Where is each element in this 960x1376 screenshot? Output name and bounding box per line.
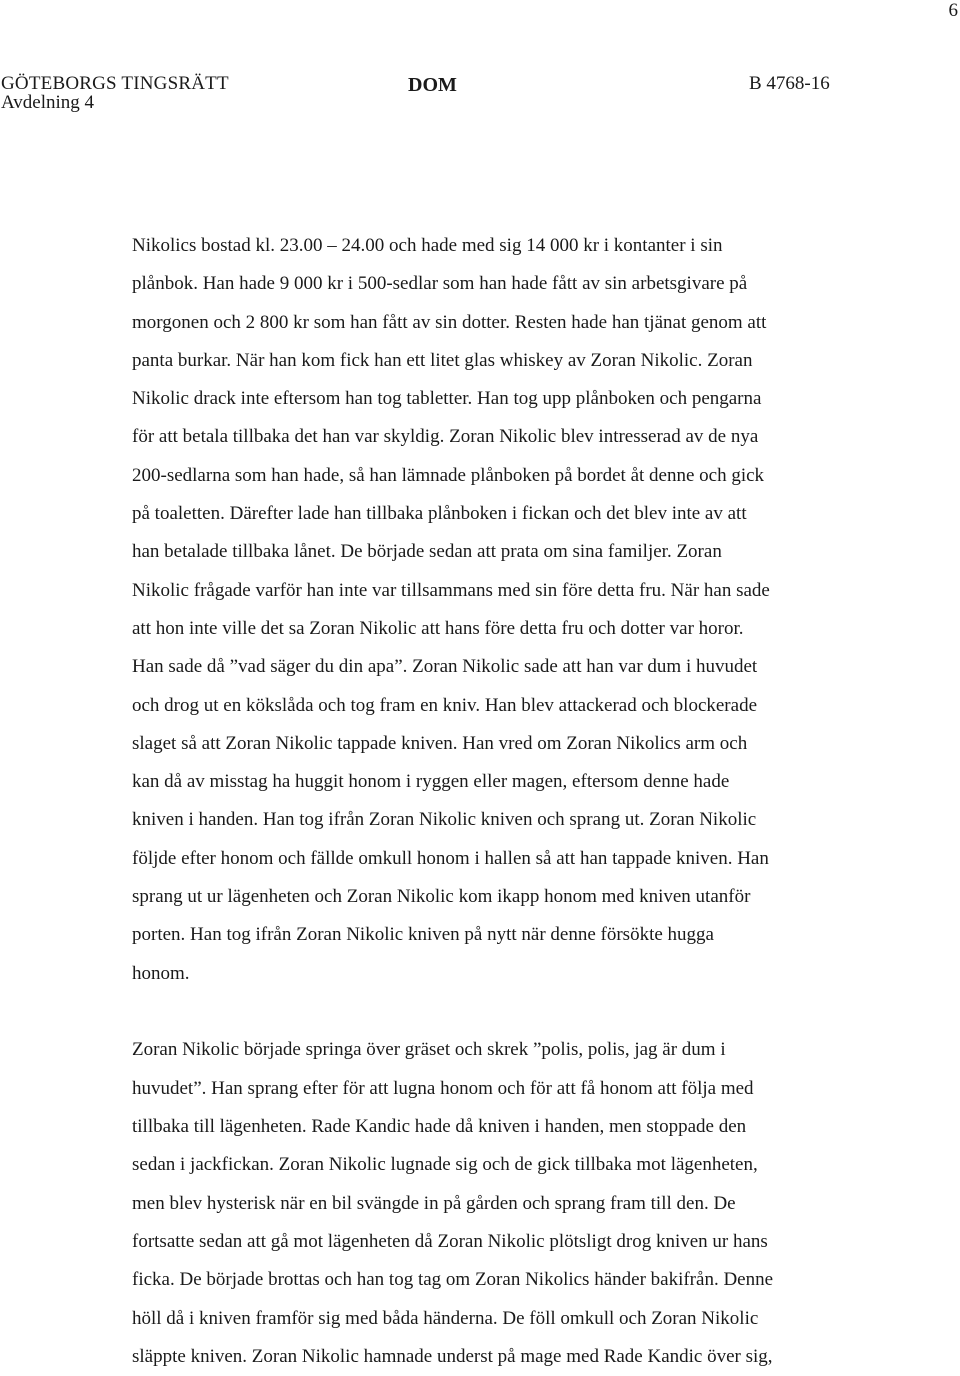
text-line: Nikolics bostad kl. 23.00 – 24.00 och hade med sig 14 000 kr i kontanter i sin <box>132 235 723 256</box>
text-line: fortsatte sedan att gå mot lägenheten då Zoran Nikolic plötsligt drog kniven ur hans <box>132 1230 768 1252</box>
court-division: Avdelning 4 <box>1 92 95 113</box>
text-line: tillbaka till lägenheten. Rade Kandic hade då kniven i handen, men stoppade den <box>132 1116 747 1138</box>
paragraph <box>132 227 882 993</box>
page-number: 6 <box>948 0 958 21</box>
text-line: sprang ut ur lägenheten och Zoran Nikolic kom ikapp honom med kniven utanför <box>132 886 751 908</box>
text-line: Nikolic frågade varför han inte var tillsammans med sin före detta fru. När han sade <box>132 579 770 601</box>
text-line: Nikolic drack inte eftersom han tog tabletter. Han tog upp plånboken och pengarna <box>132 388 762 410</box>
text-line: följde efter honom och fällde omkull honom i hallen så att han tappade kniven. Han <box>132 847 769 869</box>
paragraph <box>132 1031 882 1376</box>
text-line: kniven i handen. Han tog ifrån Zoran Nikolic kniven och sprang ut. Zoran Nikolic <box>132 809 757 831</box>
text-line: honom. <box>132 962 190 984</box>
text-line: höll då i kniven framför sig med båda händerna. De föll omkull och Zoran Nikolic <box>132 1307 759 1329</box>
text-line: för att betala tillbaka det han var skyldig. Zoran Nikolic blev intresserad av de nya <box>132 426 759 448</box>
text-line: porten. Han tog ifrån Zoran Nikolic kniven på nytt när denne försökte hugga <box>132 924 714 946</box>
text-line: att hon inte ville det sa Zoran Nikolic att hans före detta fru och dotter var horor. <box>132 617 744 639</box>
text-line: sedan i jackfickan. Zoran Nikolic lugnade sig och de gick tillbaka mot lägenheten, <box>132 1154 758 1176</box>
text-line: ficka. De började brottas och han tog tag om Zoran Nikolics händer bakifrån. Denne <box>132 1269 774 1291</box>
text-line: plånbok. Han hade 9 000 kr i 500-sedlar som han hade fått av sin arbetsgivare på <box>132 273 748 295</box>
document-type: DOM <box>408 74 457 96</box>
document-header <box>0 70 960 100</box>
document-body <box>132 227 882 1376</box>
text-line: men blev hysterisk när en bil svängde in på gården och sprang fram till den. De <box>132 1192 736 1214</box>
text-line: huvudet”. Han sprang efter för att lugna honom och för att få honom att följa med <box>132 1077 754 1099</box>
text-line: släppte kniven. Zoran Nikolic hamnade underst på mage med Rade Kandic över sig, <box>132 1345 773 1367</box>
text-line: kan då av misstag ha huggit honom i ryggen eller magen, eftersom denne hade <box>132 771 730 793</box>
text-line: på toaletten. Därefter lade han tillbaka plånboken i fickan och det blev inte av att <box>132 503 747 525</box>
court-name: GÖTEBORGS TINGSRÄTT <box>1 73 229 94</box>
text-line: slaget så att Zoran Nikolic tappade kniven. Han vred om Zoran Nikolics arm och <box>132 732 748 754</box>
case-number: B 4768-16 <box>749 73 830 94</box>
text-line: och drog ut en kökslåda och tog fram en kniv. Han blev attackerad och blockerade <box>132 694 758 716</box>
text-line: Han sade då ”vad säger du din apa”. Zoran Nikolic sade att han var dum i huvudet <box>132 656 758 678</box>
text-line: 200-sedlarna som han hade, så han lämnade plånboken på bordet åt denne och gick <box>132 464 765 486</box>
text-line: morgonen och 2 800 kr som han fått av sin dotter. Resten hade han tjänat genom att <box>132 311 767 333</box>
text-line: panta burkar. När han kom fick han ett litet glas whiskey av Zoran Nikolic. Zoran <box>132 349 753 371</box>
text-line: han betalade tillbaka lånet. De började sedan att prata om sina familjer. Zoran <box>132 541 722 563</box>
text-line: Zoran Nikolic började springa över gräset och skrek ”polis, polis, jag är dum i <box>132 1039 726 1061</box>
